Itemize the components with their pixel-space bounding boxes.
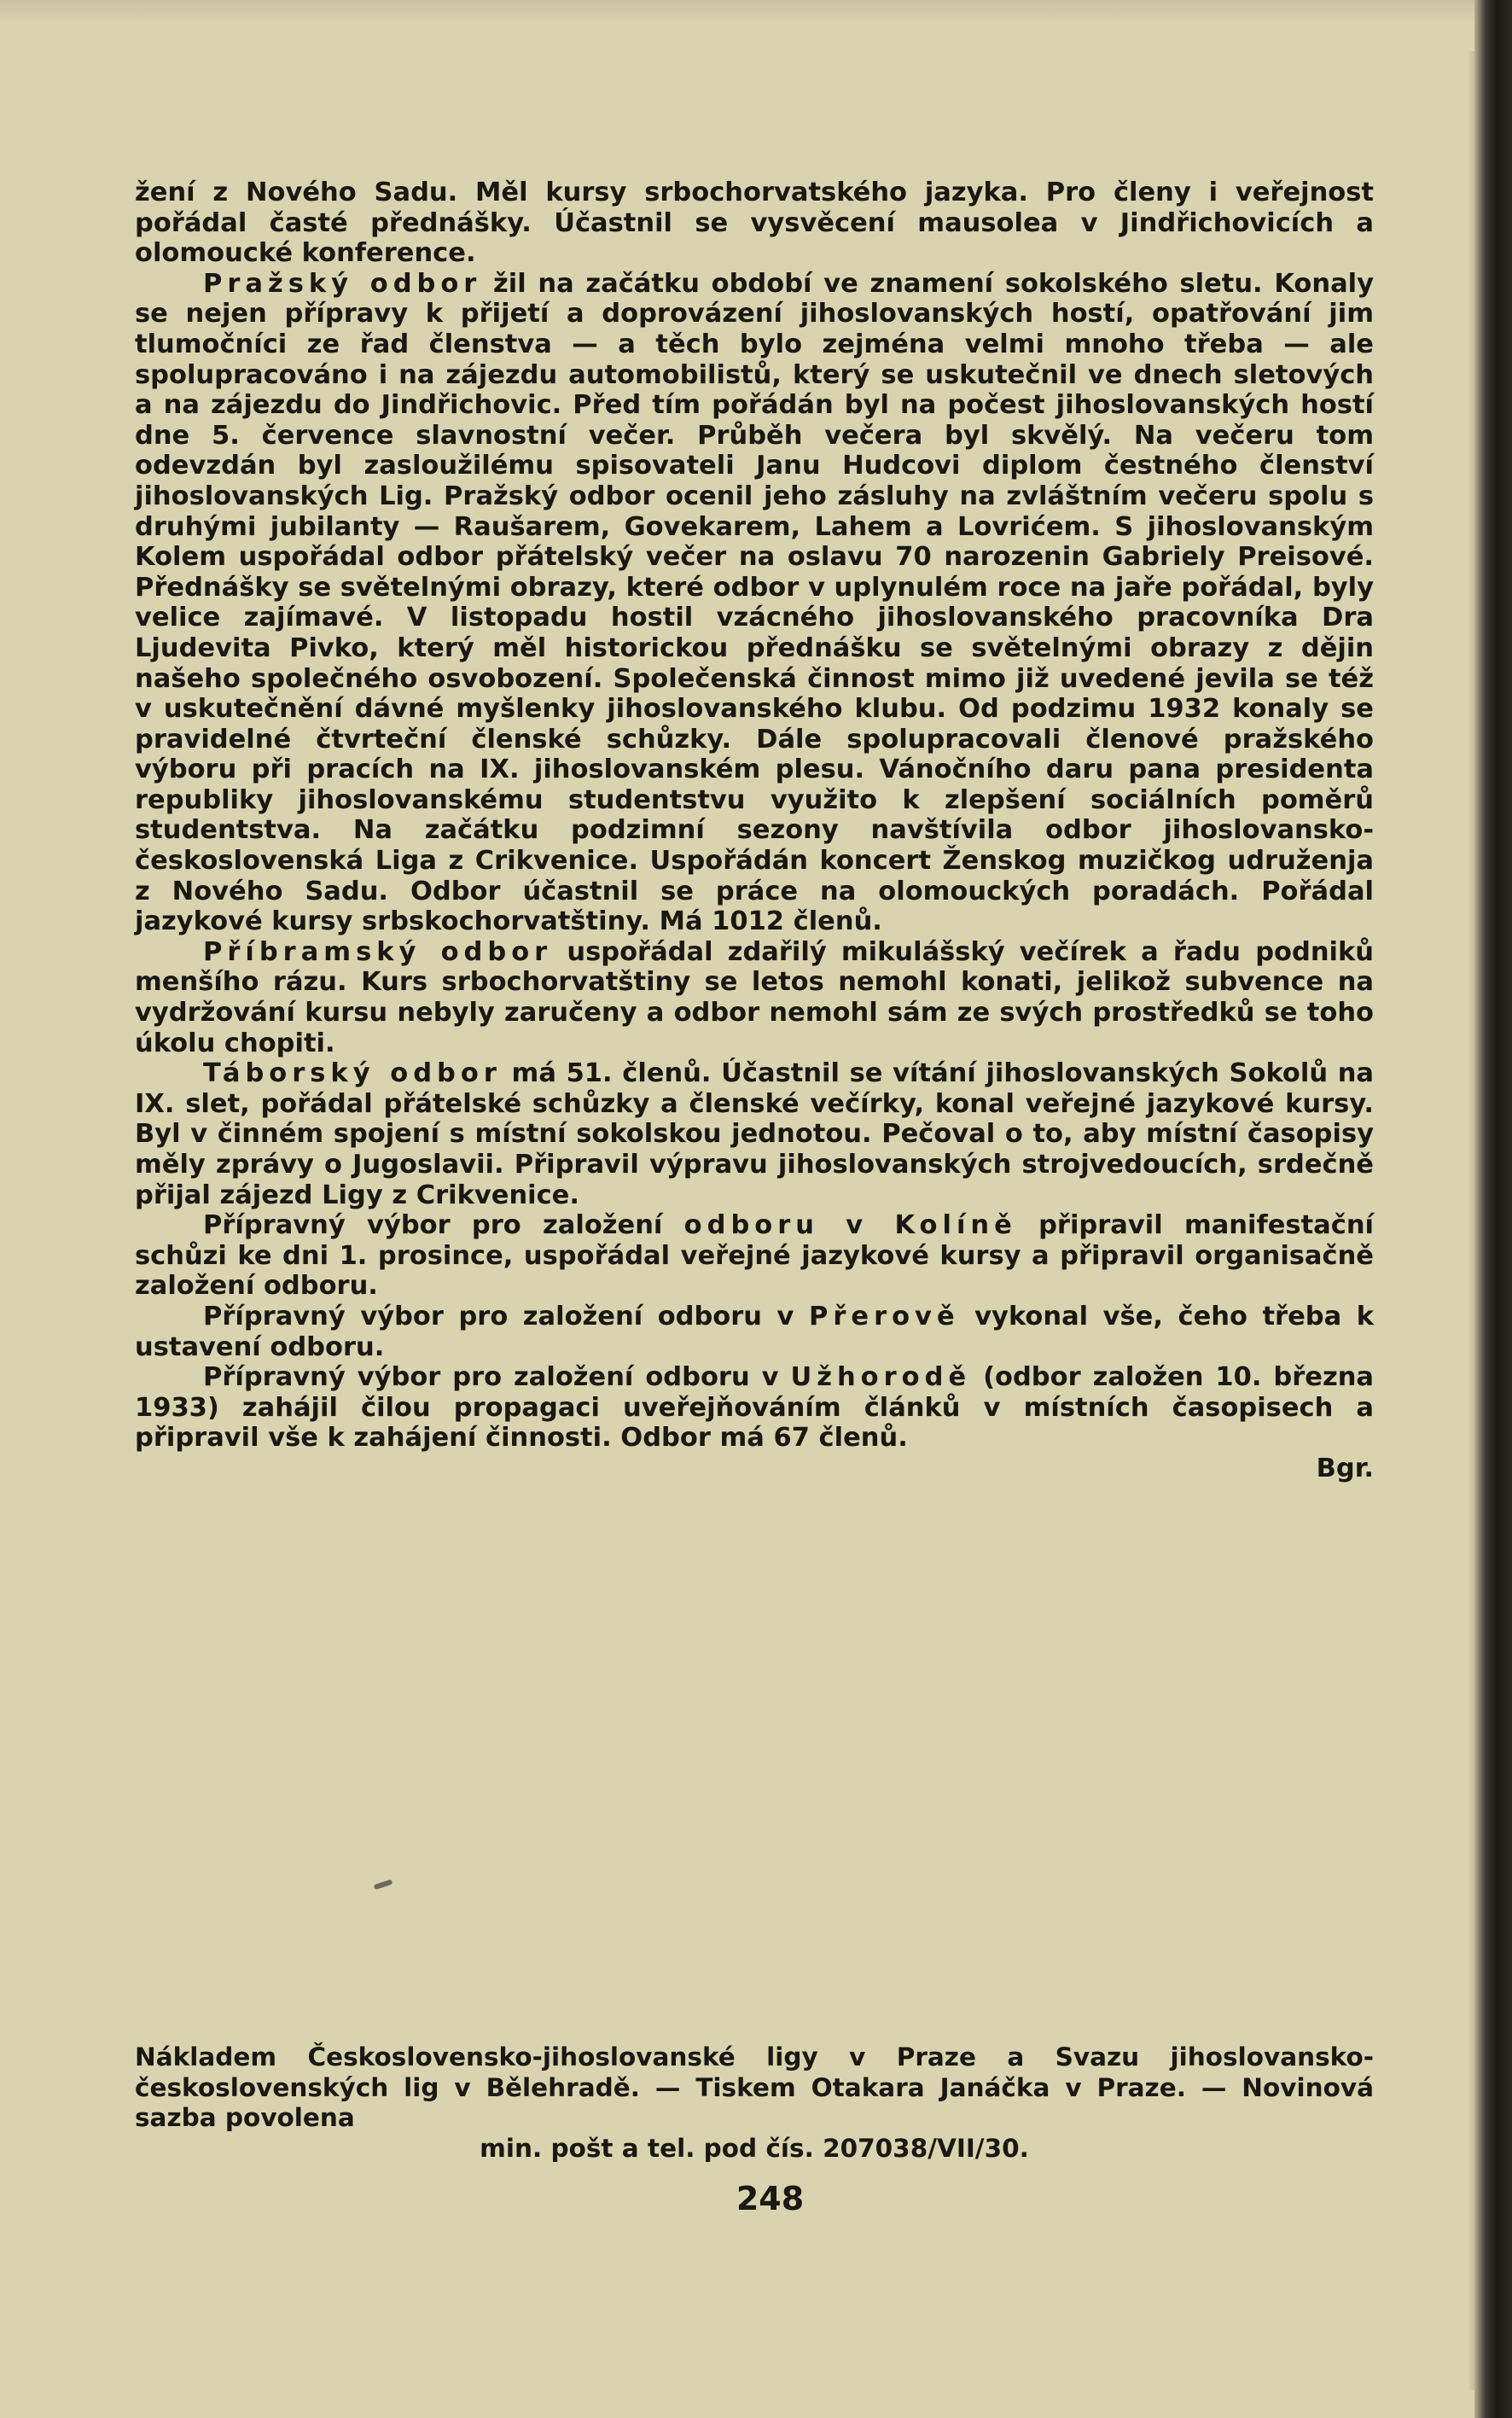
tabor-lead: Táborský odbor	[203, 1058, 502, 1089]
paragraph-pribram	[135, 937, 1374, 1058]
pribram-body: uspořádal zdařilý mikulášský večírek a řadu podniků menšího rázu. Kurs srbochorvatštiny se letos nemohl konati, jelikož subvence na vydržování kursu nebyly zaručeny a odbor nemohl sám ze svých prostředků se toho úkolu chopiti.	[135, 936, 1374, 1058]
kolin-spaced: odboru v Kolíně	[683, 1210, 1017, 1241]
ink-smudge	[374, 1879, 393, 1891]
paragraph-kolin	[135, 1210, 1374, 1302]
prerov-spaced: Přerově	[808, 1301, 960, 1331]
paragraph-praha	[135, 269, 1374, 937]
uzhorod-post: (odbor založen 10. března 1933) zahájil čilou propagaci uveřejňováním článků v místních časopisech a připravil vše k zahájení činnosti. Odbor má 67 členů.	[135, 1362, 1375, 1454]
uzhorod-spaced: Užhorodě	[790, 1362, 972, 1393]
praha-lead: Pražský odbor	[203, 268, 482, 299]
paragraph-uzhorod	[135, 1362, 1374, 1454]
imprint-footer	[135, 2042, 1374, 2164]
uzhorod-pre: Přípravný výbor pro založení odboru v	[203, 1362, 791, 1393]
praha-body: žil na začátku období ve znamení sokolského sletu. Konaly se nejen přípravy k přijetí a doprovázení jihoslovanských hostí, opatřování jim tlumočníci ze řad členstva — a těch bylo zejména velmi mnoho třeba — ale spolupracováno i na zájezdu automobilistů, který se uskutečnil ve dnech sletových a na zájezdu do Jindřichovic. Před tím pořádán byl na počest jihoslovanských hostí dne 5. července slavnostní večer. Průběh večera byl skvělý. Na večeru tom odevzdán byl zasloužilému spisovateli Janu Hudcovi diplom čestného členství jihoslovanských Lig. Pražský odbor ocenil jeho zásluhy na zvláštním večeru spolu s druhými jubilanty — Raušarem, Govekarem, Lahem a Lovrićem. S jihoslovanským Kolem uspořádal odbor přátelský večer na oslavu 70 narozenin Gabriely Preisové. Přednášky se světelnými obrazy, které odbor v uplynulém roce na jaře pořádal, byly velice zajímavé. V listopadu hostil vzácného jihoslovanského pracovníka Dra Ljudevita Pivko, který měl historickou přednášku se světelnými obrazy z dějin našeho společného osvobození. Společenská činnost mimo již uvedené jevila se též v uskutečnění dávné myšlenky jihoslovanského klubu. Od podzimu 1932 konaly se pravidelné čtvrteční členské schůzky. Dále spolupracovali členové pražského výboru při pracích na IX. jihoslovanském plesu. Vánočního daru pana presidenta republiky jihoslovanskému studentstvu využito k zlepšení sociálních poměrů studentstva. Na začátku podzimní sezony navštívila odbor jihoslovansko-československá Liga z Crikvenice. Uspořádán koncert Ženskog muzičkog udruženja z Nového Sadu. Odbor účastnil se práce na olomouckých poradách. Pořádal jazykové kursy srbskochorvatštiny. Má 1012 členů.	[135, 268, 1375, 937]
kolin-post: připravil manifestační schůzi ke dni 1. prosince, uspořádal veřejné jazykové kursy a připravil organisačně založení odboru.	[135, 1210, 1374, 1302]
scan-top-shadow	[0, 0, 1512, 24]
page-number: 248	[736, 2180, 805, 2217]
pribram-lead: Příbramský odbor	[203, 936, 553, 967]
tabor-body: má 51. členů. Účastnil se vítání jihoslovanských Sokolů na IX. slet, pořádal přátelské schůzky a členské večírky, konal veřejné jazykové kursy. Byl v činném spojení s místní sokolskou jednotou. Pečoval o to, aby místní časopisy měly zprávy o Jugoslavii. Připravil výpravu jihoslovanských strojvedoucích, srdečně přijal zájezd Ligy z Crikvenice.	[135, 1058, 1374, 1210]
author-signature: Bgr.	[1316, 1453, 1374, 1483]
kolin-pre: Přípravný výbor pro založení	[203, 1210, 684, 1241]
article-body	[135, 178, 1374, 1484]
paragraph-prerov	[135, 1302, 1374, 1362]
imprint-line: Nákladem Československo-jihoslovanské ligy v Praze a Svazu jihoslovansko-československých lig v Bělehradě. — Tiskem Otakara Janáčka v Praze. — Novinová sazba povolena	[135, 2042, 1374, 2133]
scan-right-edge	[1474, 0, 1512, 2418]
prerov-pre: Přípravný výbor pro založení odboru v	[203, 1301, 809, 1331]
paragraph-tabor	[135, 1058, 1374, 1210]
page-fold-shadow	[1468, 51, 1474, 2390]
paragraph-intro: žení z Nového Sadu. Měl kursy srbochorvatského jazyka. Pro členy i veřejnost pořádal časté přednášky. Účastnil se vysvěcení mausolea v Jindřichovicích a olomoucké konference.	[135, 178, 1374, 269]
prerov-post: vykonal vše, čeho třeba k ustavení odboru.	[135, 1301, 1374, 1362]
imprint-permit: min. pošt a tel. pod čís. 207038/VII/30.	[480, 2133, 1029, 2163]
